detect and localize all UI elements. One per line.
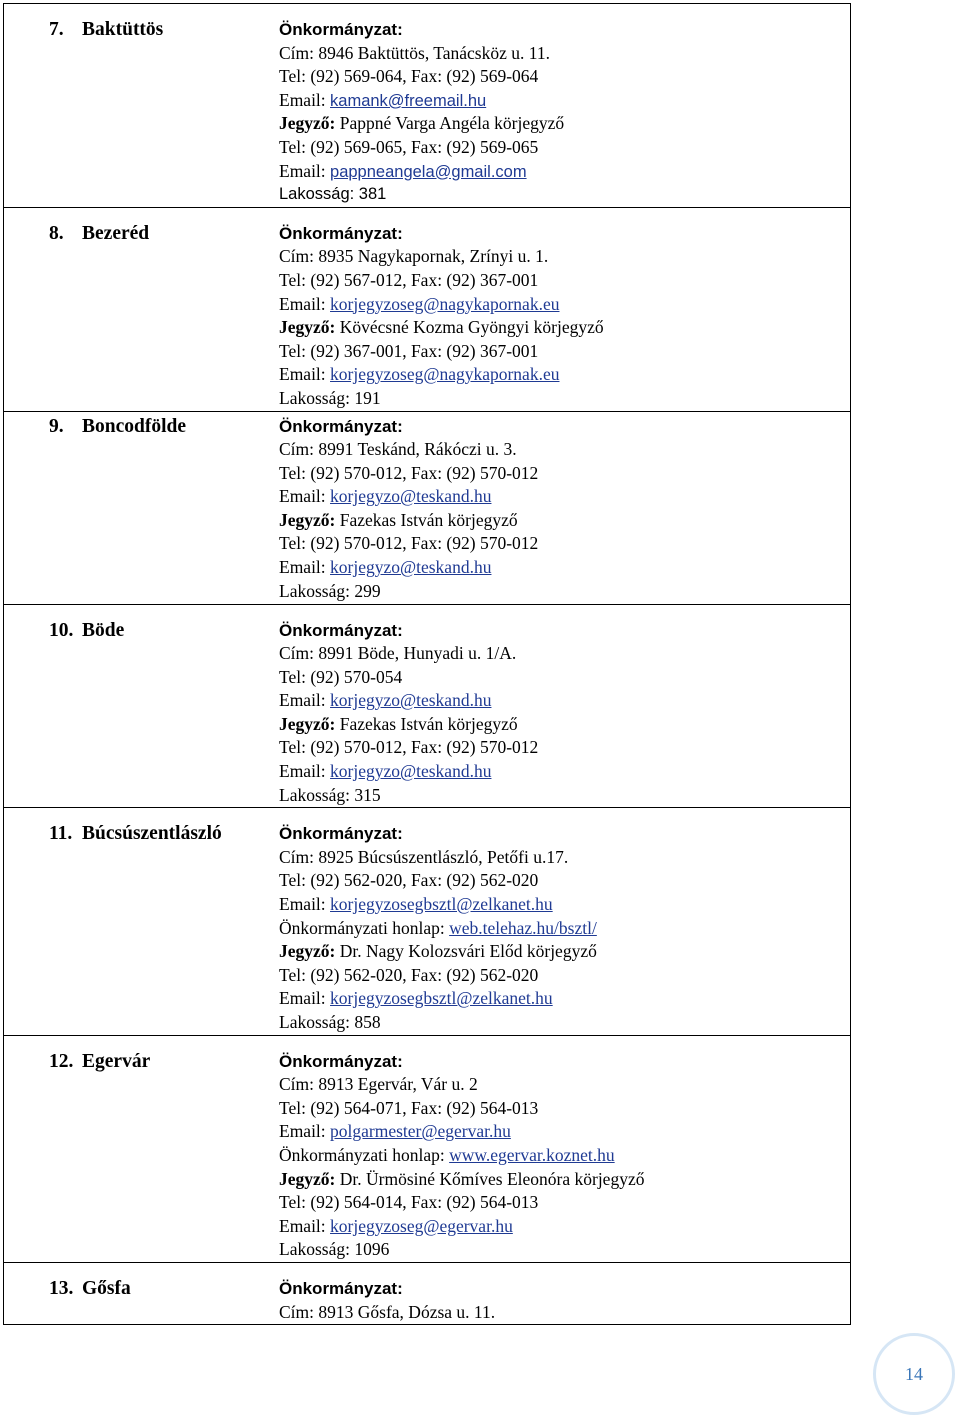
section-header: Önkormányzat: (279, 824, 403, 844)
jegyzo-name: Dr. Nagy Kolozsvári Előd körjegyző (335, 941, 597, 962)
section-header: Önkormányzat: (279, 223, 403, 243)
population: Lakosság: 191 (279, 387, 381, 408)
settlement-info-cell (268, 1262, 851, 1324)
settlement-label: Gősfa (82, 1277, 131, 1299)
table-row (4, 411, 851, 604)
table-row (4, 808, 851, 1035)
population: Lakosság: 299 (279, 580, 381, 601)
settlement-cell (4, 411, 269, 604)
jegyzo-label: Jegyző: (279, 941, 336, 962)
settlement-number: 10. (49, 619, 74, 641)
email-label: Email: (279, 160, 331, 181)
email-label: Email: (279, 364, 331, 385)
email-label: Email: (279, 89, 331, 110)
settlement-number: 13. (49, 1277, 74, 1299)
jegyzo-label: Jegyző: (279, 317, 336, 338)
settlement-name (4, 1263, 268, 1301)
jegyzo-name: Fazekas István körjegyző (335, 713, 518, 734)
email-label: Email: (279, 1215, 331, 1236)
table-row (4, 207, 851, 411)
jegyzo-email-link[interactable]: korjegyzo@teskand.hu (330, 761, 492, 782)
email-label: Email: (279, 557, 331, 578)
settlement-label: Böde (82, 619, 125, 641)
email-link[interactable]: korjegyzo@teskand.hu (330, 486, 492, 507)
settlement-table (3, 3, 851, 1325)
section-header: Önkormányzat: (279, 1051, 403, 1071)
email-label: Email: (279, 486, 331, 507)
settlement-cell (4, 207, 269, 411)
phone: Tel: (92) 567-012, Fax: (92) 367-001 (279, 269, 539, 290)
email-label: Email: (279, 988, 331, 1009)
settlement-label: Bezeréd (82, 222, 150, 244)
settlement-info-cell (268, 207, 851, 411)
email-link[interactable]: polgarmester@egervar.hu (330, 1121, 511, 1142)
settlement-number: 11. (49, 823, 73, 845)
jegyzo-name: Fazekas István körjegyző (335, 509, 518, 530)
email-link[interactable]: korjegyzo@teskand.hu (330, 690, 492, 711)
page-number: 14 (873, 1333, 955, 1415)
settlement-name (4, 208, 268, 246)
population: Lakosság: 315 (279, 784, 381, 805)
homepage-label: Önkormányzati honlap: (279, 1144, 450, 1165)
table-row (4, 1262, 851, 1324)
table-row (4, 604, 851, 808)
homepage-link[interactable]: www.egervar.koznet.hu (449, 1144, 615, 1165)
email-link[interactable]: kamank@freemail.hu (330, 91, 487, 110)
address: Cím: 8913 Egervár, Vár u. 2 (279, 1074, 478, 1095)
settlement-info-cell (268, 604, 851, 808)
settlement-cell (4, 4, 269, 208)
homepage-label: Önkormányzati honlap: (279, 917, 450, 938)
settlement-cell (4, 1262, 269, 1324)
jegyzo-name: Dr. Ürmösiné Kőmíves Eleonóra körjegyző (335, 1168, 645, 1189)
settlement-label: Baktüttös (82, 19, 164, 40)
settlement-cell (4, 604, 269, 808)
address: Cím: 8946 Baktüttös, Tanácsköz u. 11. (279, 42, 550, 63)
settlement-info-cell (268, 808, 851, 1035)
phone: Tel: (92) 570-054 (279, 666, 403, 687)
jegyzo-email-link[interactable]: korjegyzosegbsztl@zelkanet.hu (330, 988, 553, 1009)
settlement-label: Boncodfölde (82, 415, 187, 437)
table-row (4, 1035, 851, 1262)
jegyzo-phone: Tel: (92) 569-065, Fax: (92) 569-065 (279, 136, 539, 157)
email-label: Email: (279, 690, 331, 711)
settlement-info-cell (268, 411, 851, 604)
email-link[interactable]: korjegyzosegbsztl@zelkanet.hu (330, 894, 553, 915)
address: Cím: 8925 Búcsúszentlászló, Petőfi u.17. (279, 846, 569, 867)
section-header: Önkormányzat: (279, 416, 403, 436)
address: Cím: 8913 Gősfa, Dózsa u. 11. (279, 1301, 496, 1322)
settlement-cell (4, 1035, 269, 1262)
address: Cím: 8991 Teskánd, Rákóczi u. 3. (279, 439, 517, 460)
table-row (4, 4, 851, 208)
jegyzo-phone: Tel: (92) 570-012, Fax: (92) 570-012 (279, 737, 539, 758)
phone: Tel: (92) 564-071, Fax: (92) 564-013 (279, 1097, 539, 1118)
email-label: Email: (279, 761, 331, 782)
section-header: Önkormányzat: (279, 20, 403, 39)
settlement-name (4, 808, 268, 846)
settlement-label: Egervár (82, 1050, 151, 1072)
settlement-name (4, 412, 268, 439)
address: Cím: 8935 Nagykapornak, Zrínyi u. 1. (279, 246, 549, 267)
settlement-name (4, 1036, 268, 1074)
settlement-number: 9. (49, 415, 64, 437)
jegyzo-name: Kövécsné Kozma Gyöngyi körjegyző (335, 317, 604, 338)
homepage-link[interactable]: web.telehaz.hu/bsztl/ (449, 917, 597, 938)
jegyzo-email-link[interactable]: korjegyzoseg@egervar.hu (330, 1215, 513, 1236)
population: Lakosság: 858 (279, 1012, 381, 1032)
population: Lakosság: 1096 (279, 1239, 390, 1260)
settlement-number: 8. (49, 222, 64, 244)
settlement-name (4, 605, 268, 643)
settlement-label: Búcsúszentlászló (82, 823, 222, 845)
section-header: Önkormányzat: (279, 620, 403, 640)
jegyzo-phone: Tel: (92) 564-014, Fax: (92) 564-013 (279, 1192, 539, 1213)
email-label: Email: (279, 293, 331, 314)
phone: Tel: (92) 562-020, Fax: (92) 562-020 (279, 870, 539, 891)
settlement-info-cell (268, 4, 851, 208)
settlement-name (4, 4, 268, 42)
phone: Tel: (92) 570-012, Fax: (92) 570-012 (279, 462, 539, 483)
jegyzo-label: Jegyző: (279, 713, 336, 734)
jegyzo-label: Jegyző: (279, 509, 336, 530)
email-label: Email: (279, 1121, 331, 1142)
email-link[interactable]: korjegyzoseg@nagykapornak.eu (330, 293, 560, 314)
settlement-cell (4, 808, 269, 1035)
jegyzo-phone: Tel: (92) 562-020, Fax: (92) 562-020 (279, 964, 539, 985)
jegyzo-label: Jegyző: (279, 1168, 336, 1189)
settlement-info-cell (268, 1035, 851, 1262)
jegyzo-phone: Tel: (92) 367-001, Fax: (92) 367-001 (279, 340, 539, 361)
settlement-number: 12. (49, 1050, 74, 1072)
population: Lakosság: 381 (279, 185, 387, 204)
jegyzo-name: Pappné Varga Angéla körjegyző (335, 113, 565, 134)
address: Cím: 8991 Böde, Hunyadi u. 1/A. (279, 643, 517, 664)
email-label: Email: (279, 894, 331, 915)
jegyzo-email-link[interactable]: pappneangela@gmail.com (330, 162, 527, 181)
settlement-number: 7. (49, 19, 64, 40)
jegyzo-phone: Tel: (92) 570-012, Fax: (92) 570-012 (279, 533, 539, 554)
jegyzo-email-link[interactable]: korjegyzoseg@nagykapornak.eu (330, 364, 560, 385)
section-header: Önkormányzat: (279, 1278, 403, 1298)
jegyzo-label: Jegyző: (279, 113, 336, 134)
jegyzo-email-link[interactable]: korjegyzo@teskand.hu (330, 557, 492, 578)
phone: Tel: (92) 569-064, Fax: (92) 569-064 (279, 66, 539, 87)
